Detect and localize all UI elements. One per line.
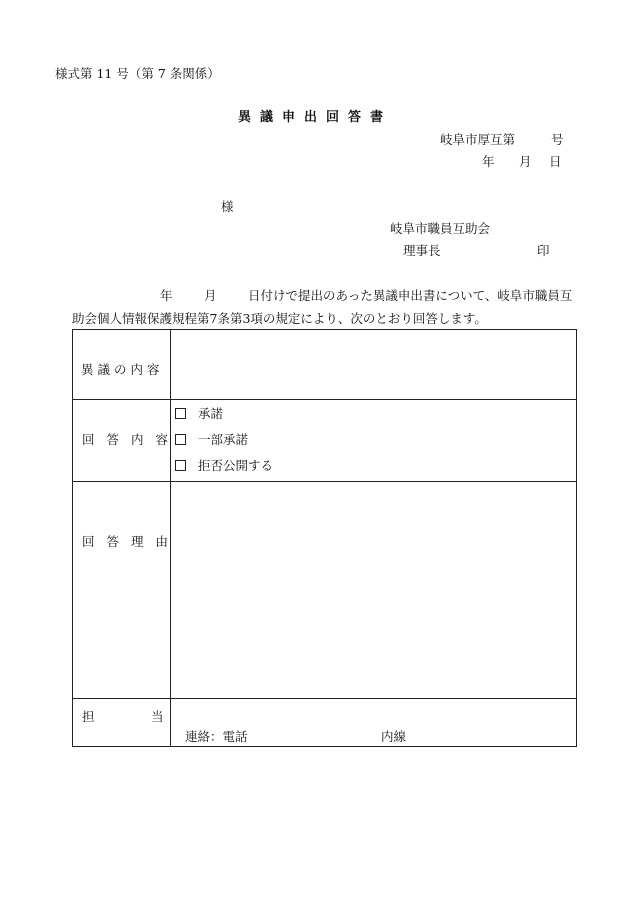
response-form-table (72, 329, 577, 747)
label-person-a: 担 (82, 709, 95, 724)
body-text-line2: 助会個人情報保護規程第7条第3項の規定により、次のとおり回答します。 (72, 311, 487, 326)
option-label: 拒否公開する (198, 458, 274, 473)
document-title: 異議申出回答書 (238, 110, 393, 125)
form-number: 様式第 11 号（第 7 条関係） (55, 66, 220, 81)
row-person-in-charge (73, 699, 577, 747)
row-response-content (73, 400, 577, 482)
date-day: 日 (549, 154, 562, 169)
recipient-honorific: 様 (221, 199, 234, 214)
row-objection-content (73, 330, 577, 400)
response-reason-field[interactable] (171, 482, 577, 699)
label-objection-content: 異議の内容 (81, 362, 164, 377)
option-label: 承諾 (198, 406, 224, 421)
option-refuse-disclosure[interactable] (171, 453, 576, 479)
row-response-reason (73, 482, 577, 699)
contact-phone-label: 連絡：電話 (185, 729, 248, 744)
date-year: 年 (482, 154, 495, 169)
option-approve[interactable] (171, 401, 576, 427)
document-number-prefix: 岐阜市厚互第 (440, 132, 516, 147)
label-cell (73, 699, 171, 747)
label-cell (73, 330, 171, 400)
contact-cell (171, 699, 577, 747)
body-text-line1: 日付けで提出のあった異議申出書について、岐阜市職員互 (248, 288, 573, 303)
seal-mark: 印 (537, 243, 550, 258)
contact-extension-label: 内線 (381, 729, 407, 744)
body-month: 月 (204, 288, 217, 303)
document-number-suffix: 号 (551, 132, 564, 147)
checkbox-icon[interactable] (175, 460, 186, 471)
label-cell (73, 400, 181, 482)
response-options-cell (171, 400, 577, 482)
label-response-reason: 回答理由 (82, 534, 181, 549)
label-response-content: 回答内容 (82, 432, 181, 447)
sender-organization: 岐阜市職員互助会 (390, 221, 491, 236)
sender-title: 理事長 (403, 243, 441, 258)
body-year: 年 (160, 288, 173, 303)
option-label: 一部承諾 (198, 432, 249, 447)
objection-content-field[interactable] (171, 330, 577, 400)
checkbox-icon[interactable] (175, 408, 186, 419)
checkbox-icon[interactable] (175, 434, 186, 445)
date-month: 月 (519, 154, 532, 169)
label-cell (73, 482, 181, 699)
option-partial-approve[interactable] (171, 427, 576, 453)
label-person-b: 当 (151, 709, 164, 724)
